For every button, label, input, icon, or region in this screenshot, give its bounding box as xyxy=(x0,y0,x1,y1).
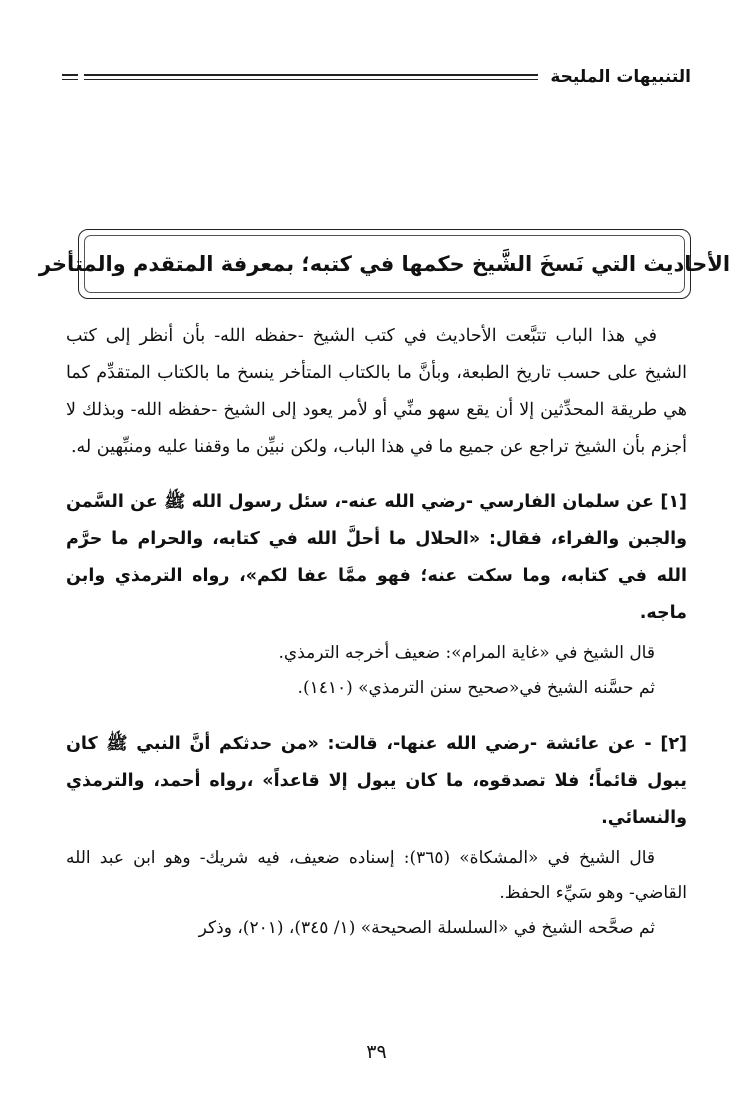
intro-paragraph: في هذا الباب تتبَّعت الأحاديث في كتب الشيخ -حفظه الله- بأن أنظر إلى كتب الشيخ على حسب تاريخ الطبعة، وبأنَّ ما بالكتاب المتأخر ينسخ ما بالكتاب المتقدِّم كما هي طريقة المحدِّثين إلا أن يقع سهو منِّي أو لأمر يعود إلى الشيخ -حفظه الله- وبذلك لا أجزم بأن الشيخ تراجع عن جميع ما في هذا الباب، ولكن نبيِّن ما وقفنا عليه ومنبِّهين له. xyxy=(66,326,687,457)
hadith-2-number: [٢] xyxy=(660,734,688,754)
running-title: التنبيهات المليحة xyxy=(550,67,691,87)
header-rule xyxy=(84,74,538,80)
section-title: الأحاديث التي نَسخَ الشَّيخ حكمها في كتبه؛ بمعرفة المتقدم والمتأخر xyxy=(38,252,731,276)
hadith-2-comment-1: قال الشيخ في «المشكاة» (٣٦٥): إسناده ضعيف، فيه شريك- وهو ابن عبد الله القاضي- وهو سَيِّء الحفظ. xyxy=(66,848,687,903)
hadith-2-comment-2: ثم صحَّحه الشيخ في «السلسلة الصحيحة» (١/ ٣٤٥)، (٢٠١)، وذكر xyxy=(198,918,655,938)
hadith-1 xyxy=(66,484,687,632)
hadith-1-comment-2: ثم حسَّنه الشيخ في«صحيح سنن الترمذي» (١٤١٠). xyxy=(297,678,655,698)
hadith-1-number: [١] xyxy=(660,492,688,512)
hadith-1-text: عن سلمان الفارسي -رضي الله عنه-، سئل رسول الله ﷺ عن السَّمن والجبن والفراء، فقال: «الحلال ما أحلَّ الله في كتابه، والحرام ما حرَّم الله في كتابه، وما سكت عنه؛ فهو ممَّا عفا لكم»، رواه الترمذي وابن ماجه. xyxy=(66,492,687,623)
header-dash xyxy=(62,74,78,80)
page-number: ٣٩ xyxy=(366,1041,387,1063)
hadith-2 xyxy=(66,726,687,837)
main-content xyxy=(66,318,687,946)
hadith-2-text: - عن عائشة -رضي الله عنها-، قالت: «من حدثكم أنَّ النبي ﷺ كان يبول قائماً؛ فلا تصدقوه، ما كان يبول إلا قاعداً» ،رواه أحمد، والترمذي والنسائي. xyxy=(66,734,687,828)
section-title-box xyxy=(38,229,731,299)
running-header xyxy=(62,62,691,92)
hadith-1-comment-1: قال الشيخ في «غاية المرام»: ضعيف أخرجه الترمذي. xyxy=(278,643,655,663)
